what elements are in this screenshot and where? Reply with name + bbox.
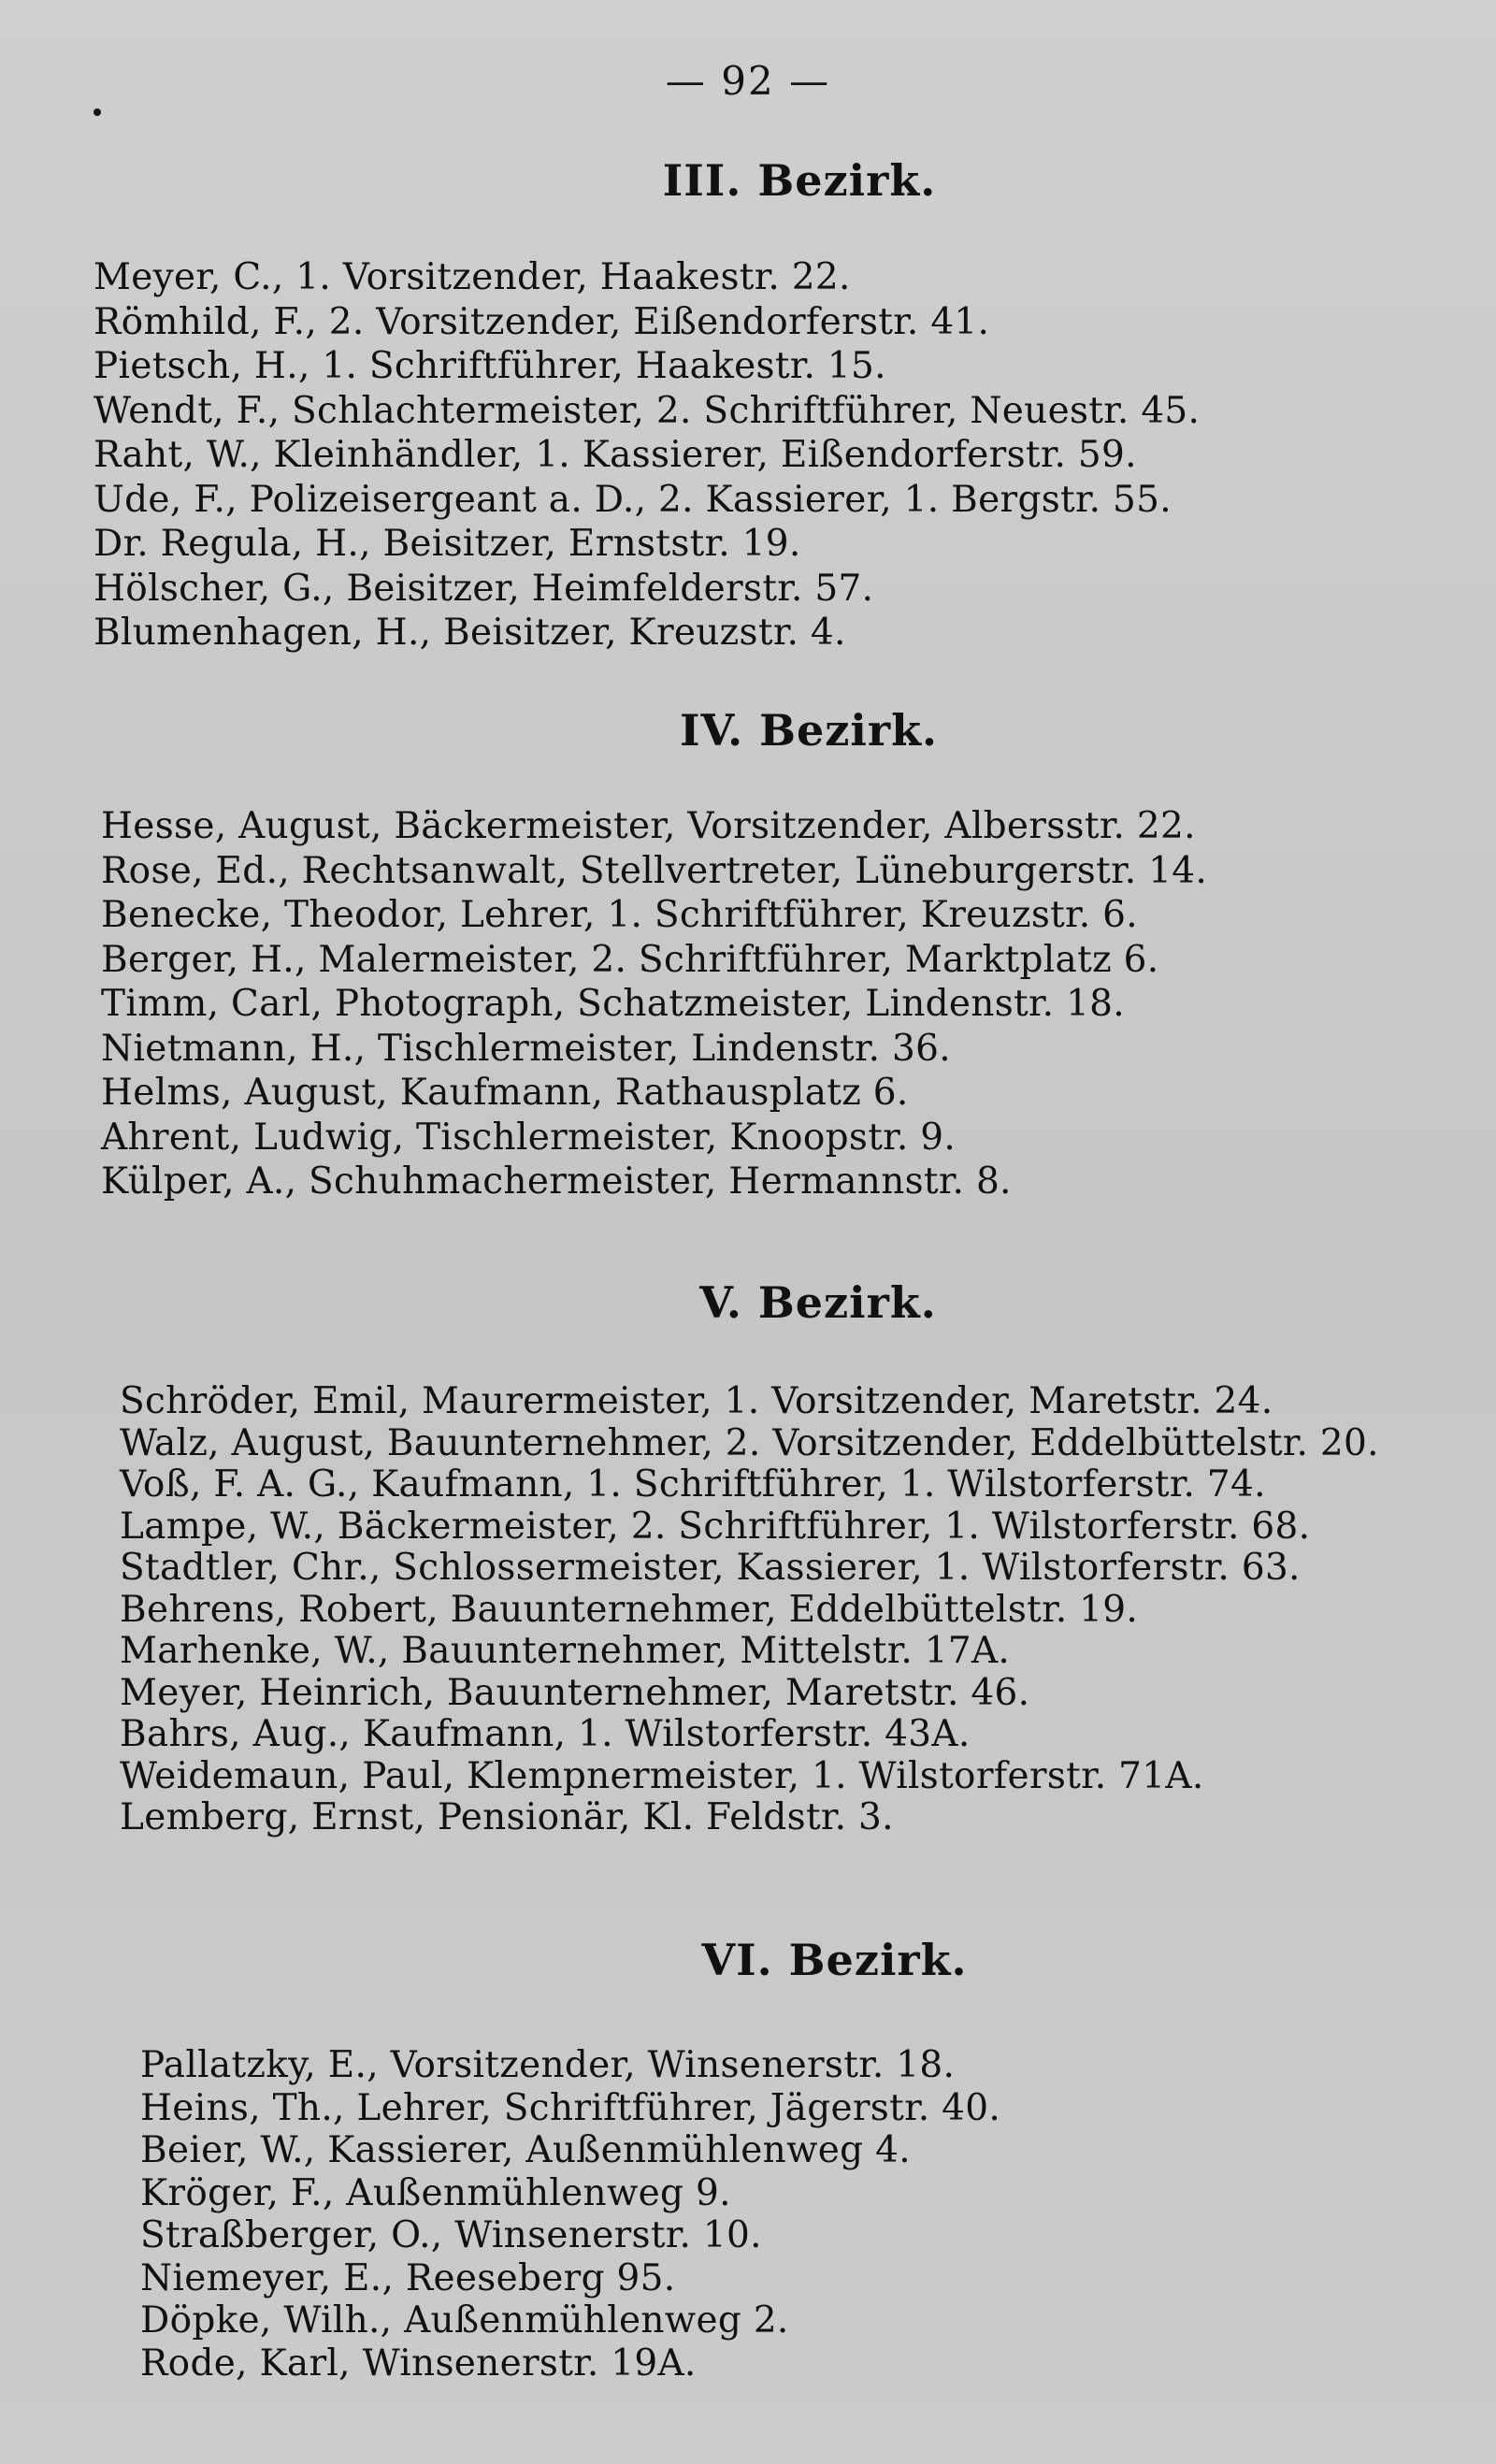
- list-item: Bahrs, Aug., Kaufmann, 1. Wilstorferstr. 43A.: [120, 1713, 971, 1755]
- list-item: Stadtler, Chr., Schlossermeister, Kassierer, 1. Wilstorferstr. 63.: [120, 1547, 1301, 1589]
- list-item: Helms, August, Kaufmann, Rathausplatz 6.: [101, 1072, 909, 1114]
- list-item: Schröder, Emil, Maurermeister, 1. Vorsitzender, Maretstr. 24.: [120, 1380, 1273, 1422]
- list-item: Benecke, Theodor, Lehrer, 1. Schriftführer, Kreuzstr. 6.: [101, 894, 1138, 936]
- print-speck: [94, 108, 101, 116]
- list-item: Straßberger, O., Winsenerstr. 10.: [140, 2214, 762, 2256]
- list-item: Hesse, August, Bäckermeister, Vorsitzender, Albersstr. 22.: [101, 805, 1196, 847]
- list-item: Wendt, F., Schlachtermeister, 2. Schriftführer, Neuestr. 45.: [94, 389, 1201, 432]
- list-item: Lemberg, Ernst, Pensionär, Kl. Feldstr. 3.: [120, 1796, 894, 1838]
- section-title: V. Bezirk.: [699, 1277, 937, 1328]
- list-item: Döpke, Wilh., Außenmühlenweg 2.: [140, 2299, 789, 2342]
- section-bezirk-4: [0, 704, 1496, 1204]
- section-bezirk-6: [0, 1934, 1496, 2385]
- list-item: Meyer, Heinrich, Bauunternehmer, Maretstr. 46.: [120, 1671, 1030, 1714]
- list-item: Beier, W., Kassierer, Außenmühlenweg 4.: [140, 2129, 911, 2171]
- section-title: III. Bezirk.: [662, 155, 937, 206]
- list-item: Römhild, F., 2. Vorsitzender, Eißendorferstr. 41.: [94, 300, 990, 343]
- list-item: Behrens, Robert, Bauunternehmer, Eddelbüttelstr. 19.: [120, 1588, 1139, 1631]
- section-bezirk-3: [0, 154, 1496, 656]
- entry-list: [0, 255, 1496, 656]
- entry-list: [0, 2044, 1496, 2385]
- list-item: Marhenke, W., Bauunternehmer, Mittelstr. 17A.: [120, 1630, 1011, 1672]
- list-item: Nietmann, H., Tischlermeister, Lindenstr. 36.: [101, 1027, 951, 1070]
- list-item: Rode, Karl, Winsenerstr. 19A.: [140, 2342, 697, 2385]
- list-item: Rose, Ed., Rechtsanwalt, Stellvertreter, Lüneburgerstr. 14.: [101, 849, 1208, 892]
- list-item: Niemeyer, E., Reeseberg 95.: [140, 2256, 676, 2299]
- entry-list: [0, 1381, 1496, 1839]
- list-item: Hölscher, G., Beisitzer, Heimfelderstr. 57.: [94, 567, 874, 610]
- list-item: Walz, August, Bauunternehmer, 2. Vorsitzender, Eddelbüttelstr. 20.: [120, 1421, 1379, 1464]
- section-title: VI. Bezirk.: [701, 1935, 968, 1985]
- section-title: IV. Bezirk.: [679, 705, 939, 756]
- list-item: Kröger, F., Außenmühlenweg 9.: [140, 2171, 731, 2214]
- list-item: Blumenhagen, H., Beisitzer, Kreuzstr. 4.: [94, 612, 846, 654]
- list-item: Ude, F., Polizeisergeant a. D., 2. Kassierer, 1. Bergstr. 55.: [94, 478, 1172, 521]
- entry-list: [0, 804, 1496, 1204]
- list-item: Timm, Carl, Photograph, Schatzmeister, Lindenstr. 18.: [101, 983, 1125, 1025]
- section-bezirk-5: [0, 1276, 1496, 1839]
- list-item: Heins, Th., Lehrer, Schriftführer, Jägerstr. 40.: [140, 2086, 1001, 2129]
- list-item: Raht, W., Kleinhändler, 1. Kassierer, Eißendorferstr. 59.: [94, 434, 1137, 476]
- list-item: Ahrent, Ludwig, Tischlermeister, Knoopstr. 9.: [101, 1116, 957, 1159]
- list-item: Meyer, C., 1. Vorsitzender, Haakestr. 22.: [94, 256, 851, 298]
- list-item: Külper, A., Schuhmachermeister, Hermannstr. 8.: [101, 1160, 1012, 1203]
- list-item: Pietsch, H., 1. Schriftführer, Haakestr. 15.: [94, 345, 886, 387]
- page-number: — 92 —: [665, 58, 831, 104]
- list-item: Lampe, W., Bäckermeister, 2. Schriftführer, 1. Wilstorferstr. 68.: [120, 1505, 1311, 1548]
- list-item: Dr. Regula, H., Beisitzer, Ernststr. 19.: [94, 523, 801, 565]
- list-item: Voß, F. A. G., Kaufmann, 1. Schriftführer, 1. Wilstorferstr. 74.: [120, 1463, 1266, 1506]
- list-item: Pallatzky, E., Vorsitzender, Winsenerstr. 18.: [140, 2044, 956, 2086]
- list-item: Weidemaun, Paul, Klempnermeister, 1. Wilstorferstr. 71A.: [120, 1754, 1204, 1797]
- list-item: Berger, H., Malermeister, 2. Schriftführer, Marktplatz 6.: [101, 938, 1159, 981]
